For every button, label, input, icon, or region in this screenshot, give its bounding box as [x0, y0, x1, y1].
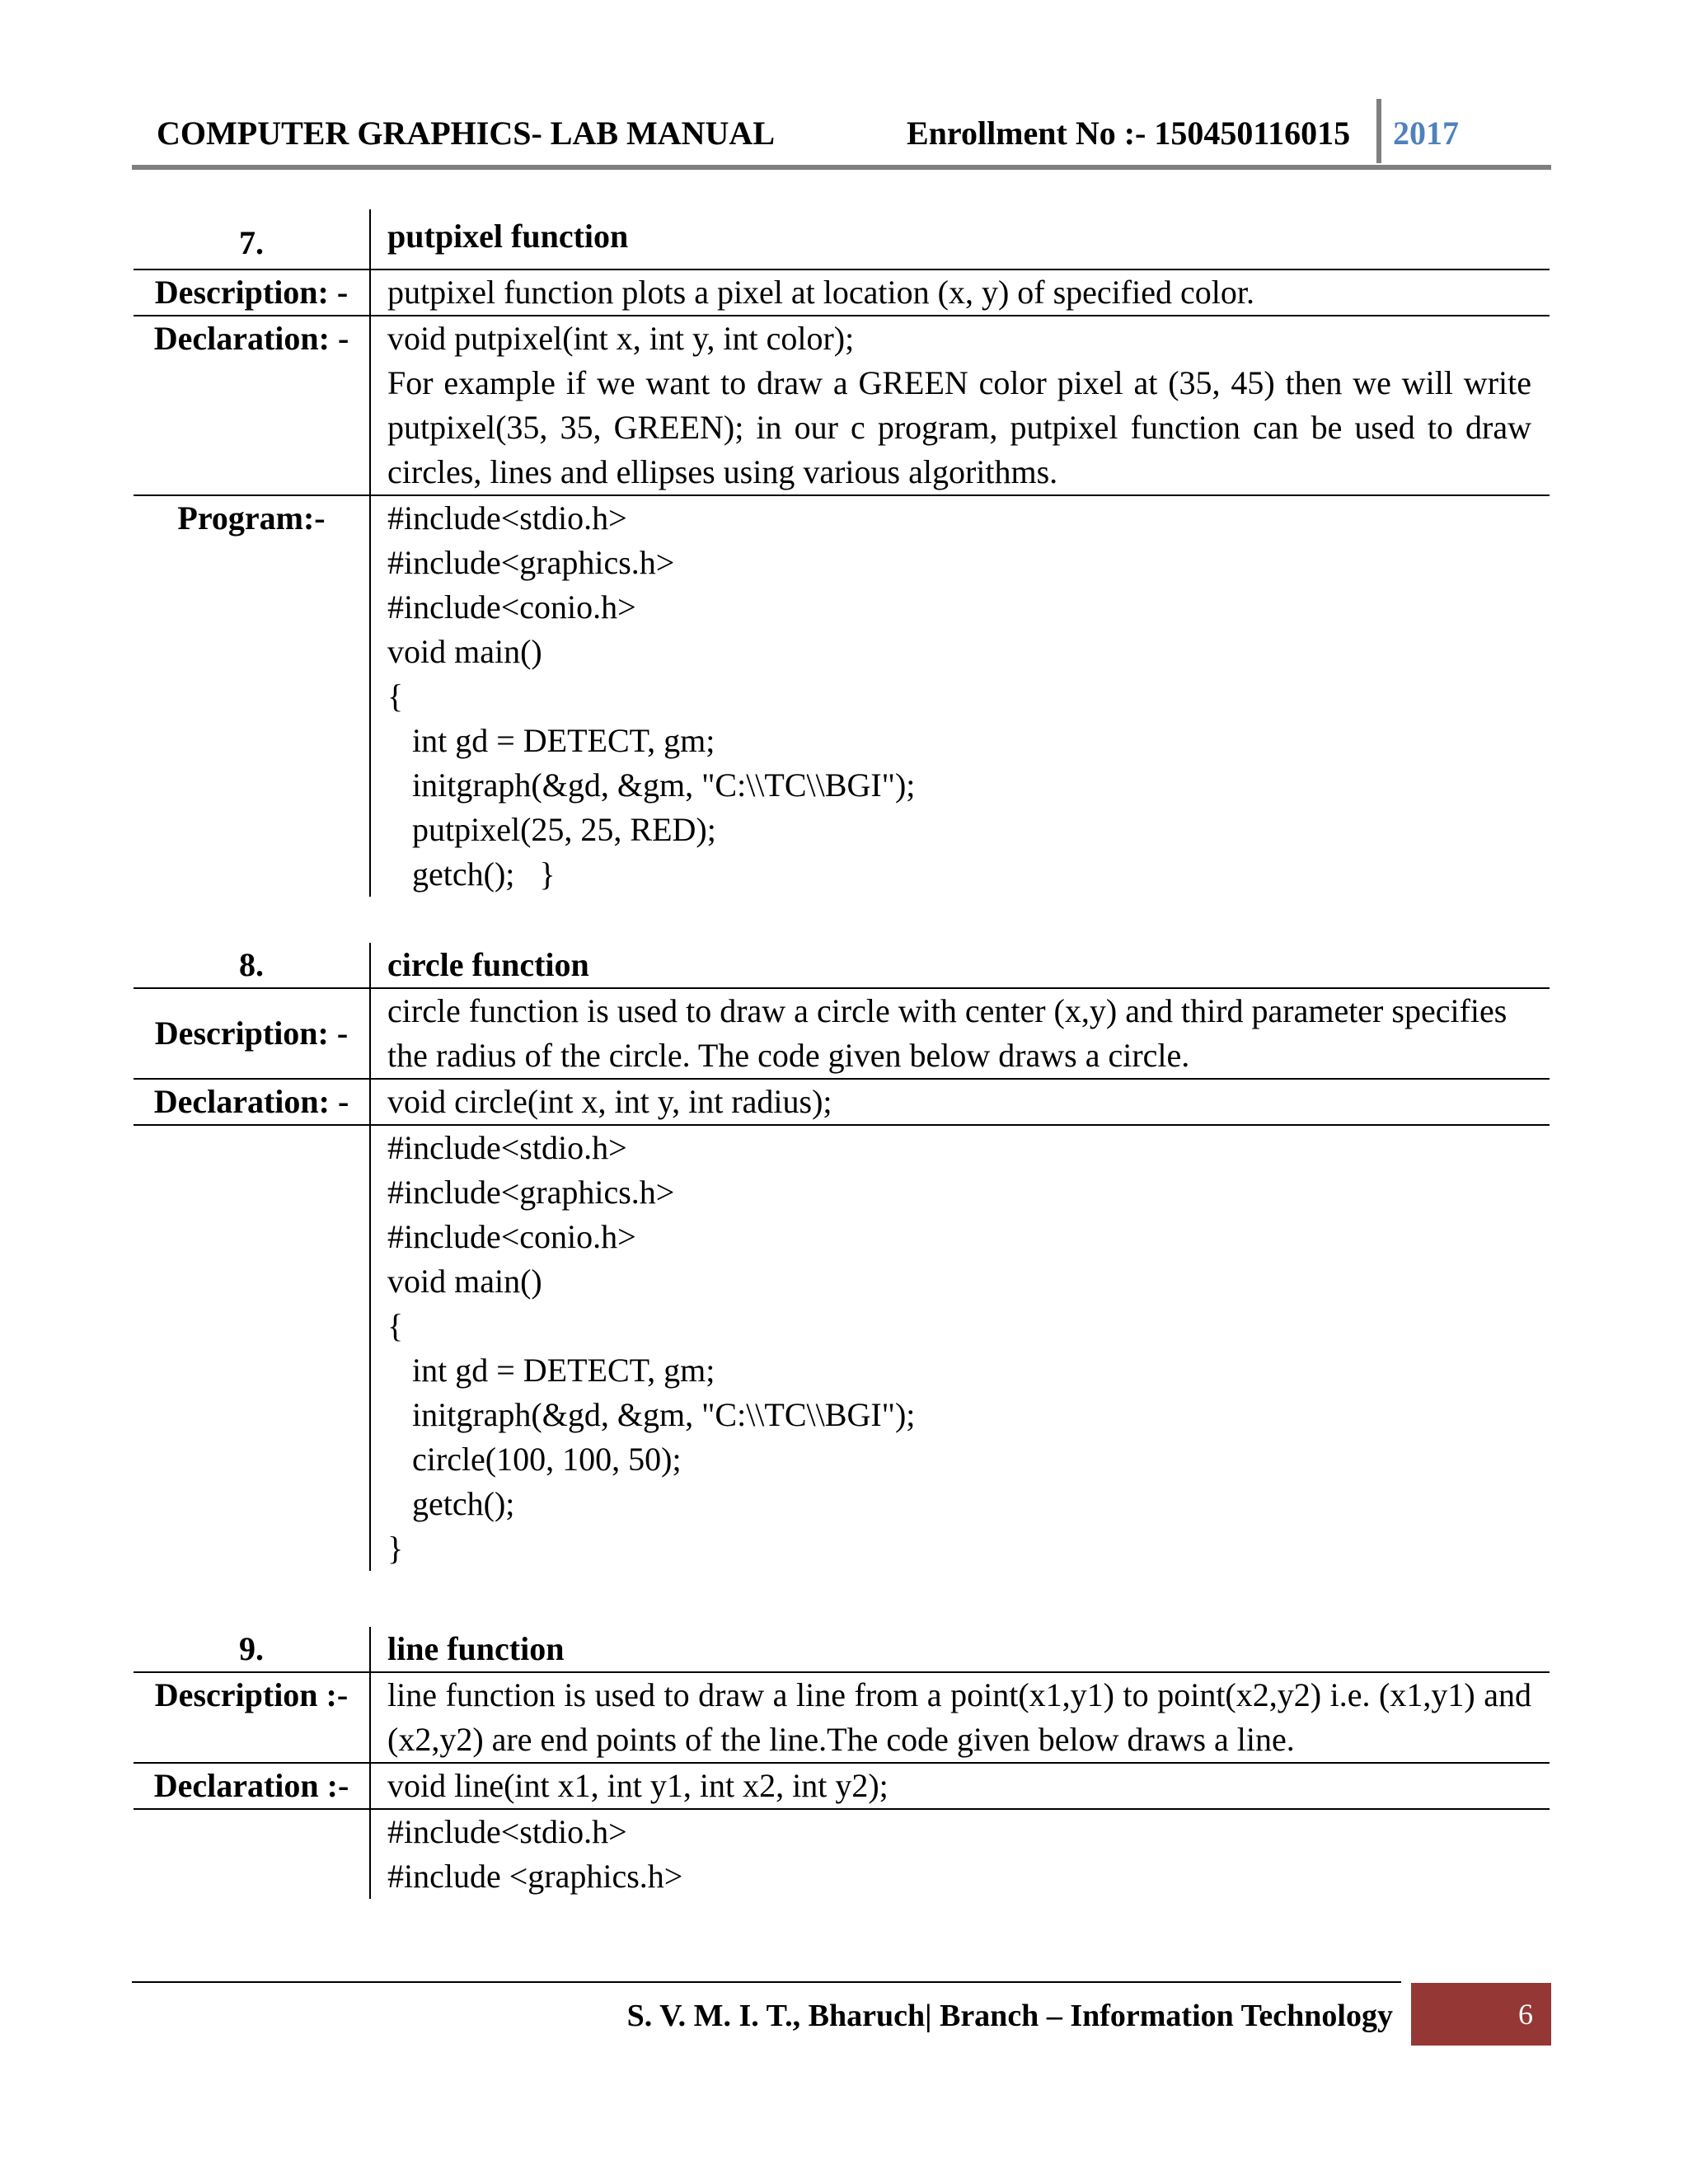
section-title: line function [369, 1627, 1550, 1671]
code-line: void main() [387, 1263, 542, 1300]
code-line: void main() [387, 633, 542, 670]
code-line: #include<conio.h> [387, 1218, 636, 1255]
description-text: line function is used to draw a line from a point(x1,y1) to point(x2,y2) i.e. (x1,y1) and (x2,y2) are end points of the line.The code given below draws a line. [369, 1673, 1550, 1762]
code-line: putpixel(25, 25, RED); [387, 811, 716, 848]
declaration-label: Declaration: - [153, 1083, 349, 1120]
section-number: 8. [239, 946, 264, 983]
section-title: circle function [369, 943, 1550, 987]
header-enrollment: Enrollment No :- 150450116015 [907, 115, 1351, 152]
footer-rule [132, 1981, 1401, 1983]
section-putpixel [134, 209, 1550, 897]
description-text: circle function is used to draw a circle with center (x,y) and third parameter specifies the radius of the circle. The code given below draws a circle. [369, 989, 1550, 1078]
header-rule [132, 165, 1551, 170]
code-line: int gd = DETECT, gm; [387, 1352, 715, 1389]
header-year: 2017 [1393, 115, 1459, 152]
header-title: COMPUTER GRAPHICS- LAB MANUAL [157, 115, 775, 152]
code-line: getch(); } [387, 855, 556, 893]
code-block [369, 1126, 1550, 1571]
declaration-signature: void circle(int x, int y, int radius); [369, 1080, 1550, 1124]
declaration-label: Declaration :- [153, 1767, 349, 1804]
description-label: Description: - [154, 1015, 349, 1052]
section-title: putpixel function [369, 209, 1550, 269]
code-line: { [387, 677, 404, 715]
code-line: #include<stdio.h> [387, 1813, 627, 1850]
section-line [134, 1627, 1550, 1899]
code-line: } [387, 1530, 404, 1567]
code-line: int gd = DETECT, gm; [387, 722, 715, 759]
declaration-signature: void line(int x1, int y1, int x2, int y2); [369, 1764, 1550, 1808]
section-circle [134, 943, 1550, 1571]
declaration-signature: void putpixel(int x, int y, int color); [387, 320, 855, 357]
code-line: circle(100, 100, 50); [387, 1441, 682, 1478]
code-line: initgraph(&gd, &gm, "C:\\TC\\BGI"); [387, 1396, 916, 1433]
code-line: #include<graphics.h> [387, 1174, 675, 1211]
code-line: #include <graphics.h> [387, 1858, 683, 1895]
section-number: 9. [239, 1630, 264, 1667]
page-header [132, 107, 1550, 157]
program-label: Program:- [177, 499, 326, 537]
declaration-label: Declaration: - [153, 320, 349, 357]
description-label: Description: - [154, 274, 349, 311]
description-label: Description :- [154, 1676, 349, 1713]
declaration-block [369, 316, 1550, 494]
code-block [369, 496, 1550, 897]
header-divider [1376, 99, 1381, 163]
declaration-note: For example if we want to draw a GREEN color pixel at (35, 45) then we will write putpixel(35, 35, GREEN); in our c program, putpixel function can be used to draw circles, lines and ellipses using various algorithms. [387, 364, 1531, 490]
description-text: putpixel function plots a pixel at location (x, y) of specified color. [369, 270, 1550, 315]
footer-institution: S. V. M. I. T., Bharuch| Branch – Information Technology [626, 1999, 1393, 2033]
page-number: 6 [1411, 1983, 1551, 2046]
code-line: initgraph(&gd, &gm, "C:\\TC\\BGI"); [387, 766, 916, 804]
code-line: #include<stdio.h> [387, 499, 627, 537]
code-line: { [387, 1307, 404, 1344]
code-line: #include<graphics.h> [387, 544, 675, 581]
code-line: #include<conio.h> [387, 588, 636, 626]
code-line: #include<stdio.h> [387, 1129, 627, 1166]
code-line: getch(); [387, 1485, 515, 1522]
code-block [369, 1810, 1550, 1899]
section-number: 7. [239, 224, 264, 261]
